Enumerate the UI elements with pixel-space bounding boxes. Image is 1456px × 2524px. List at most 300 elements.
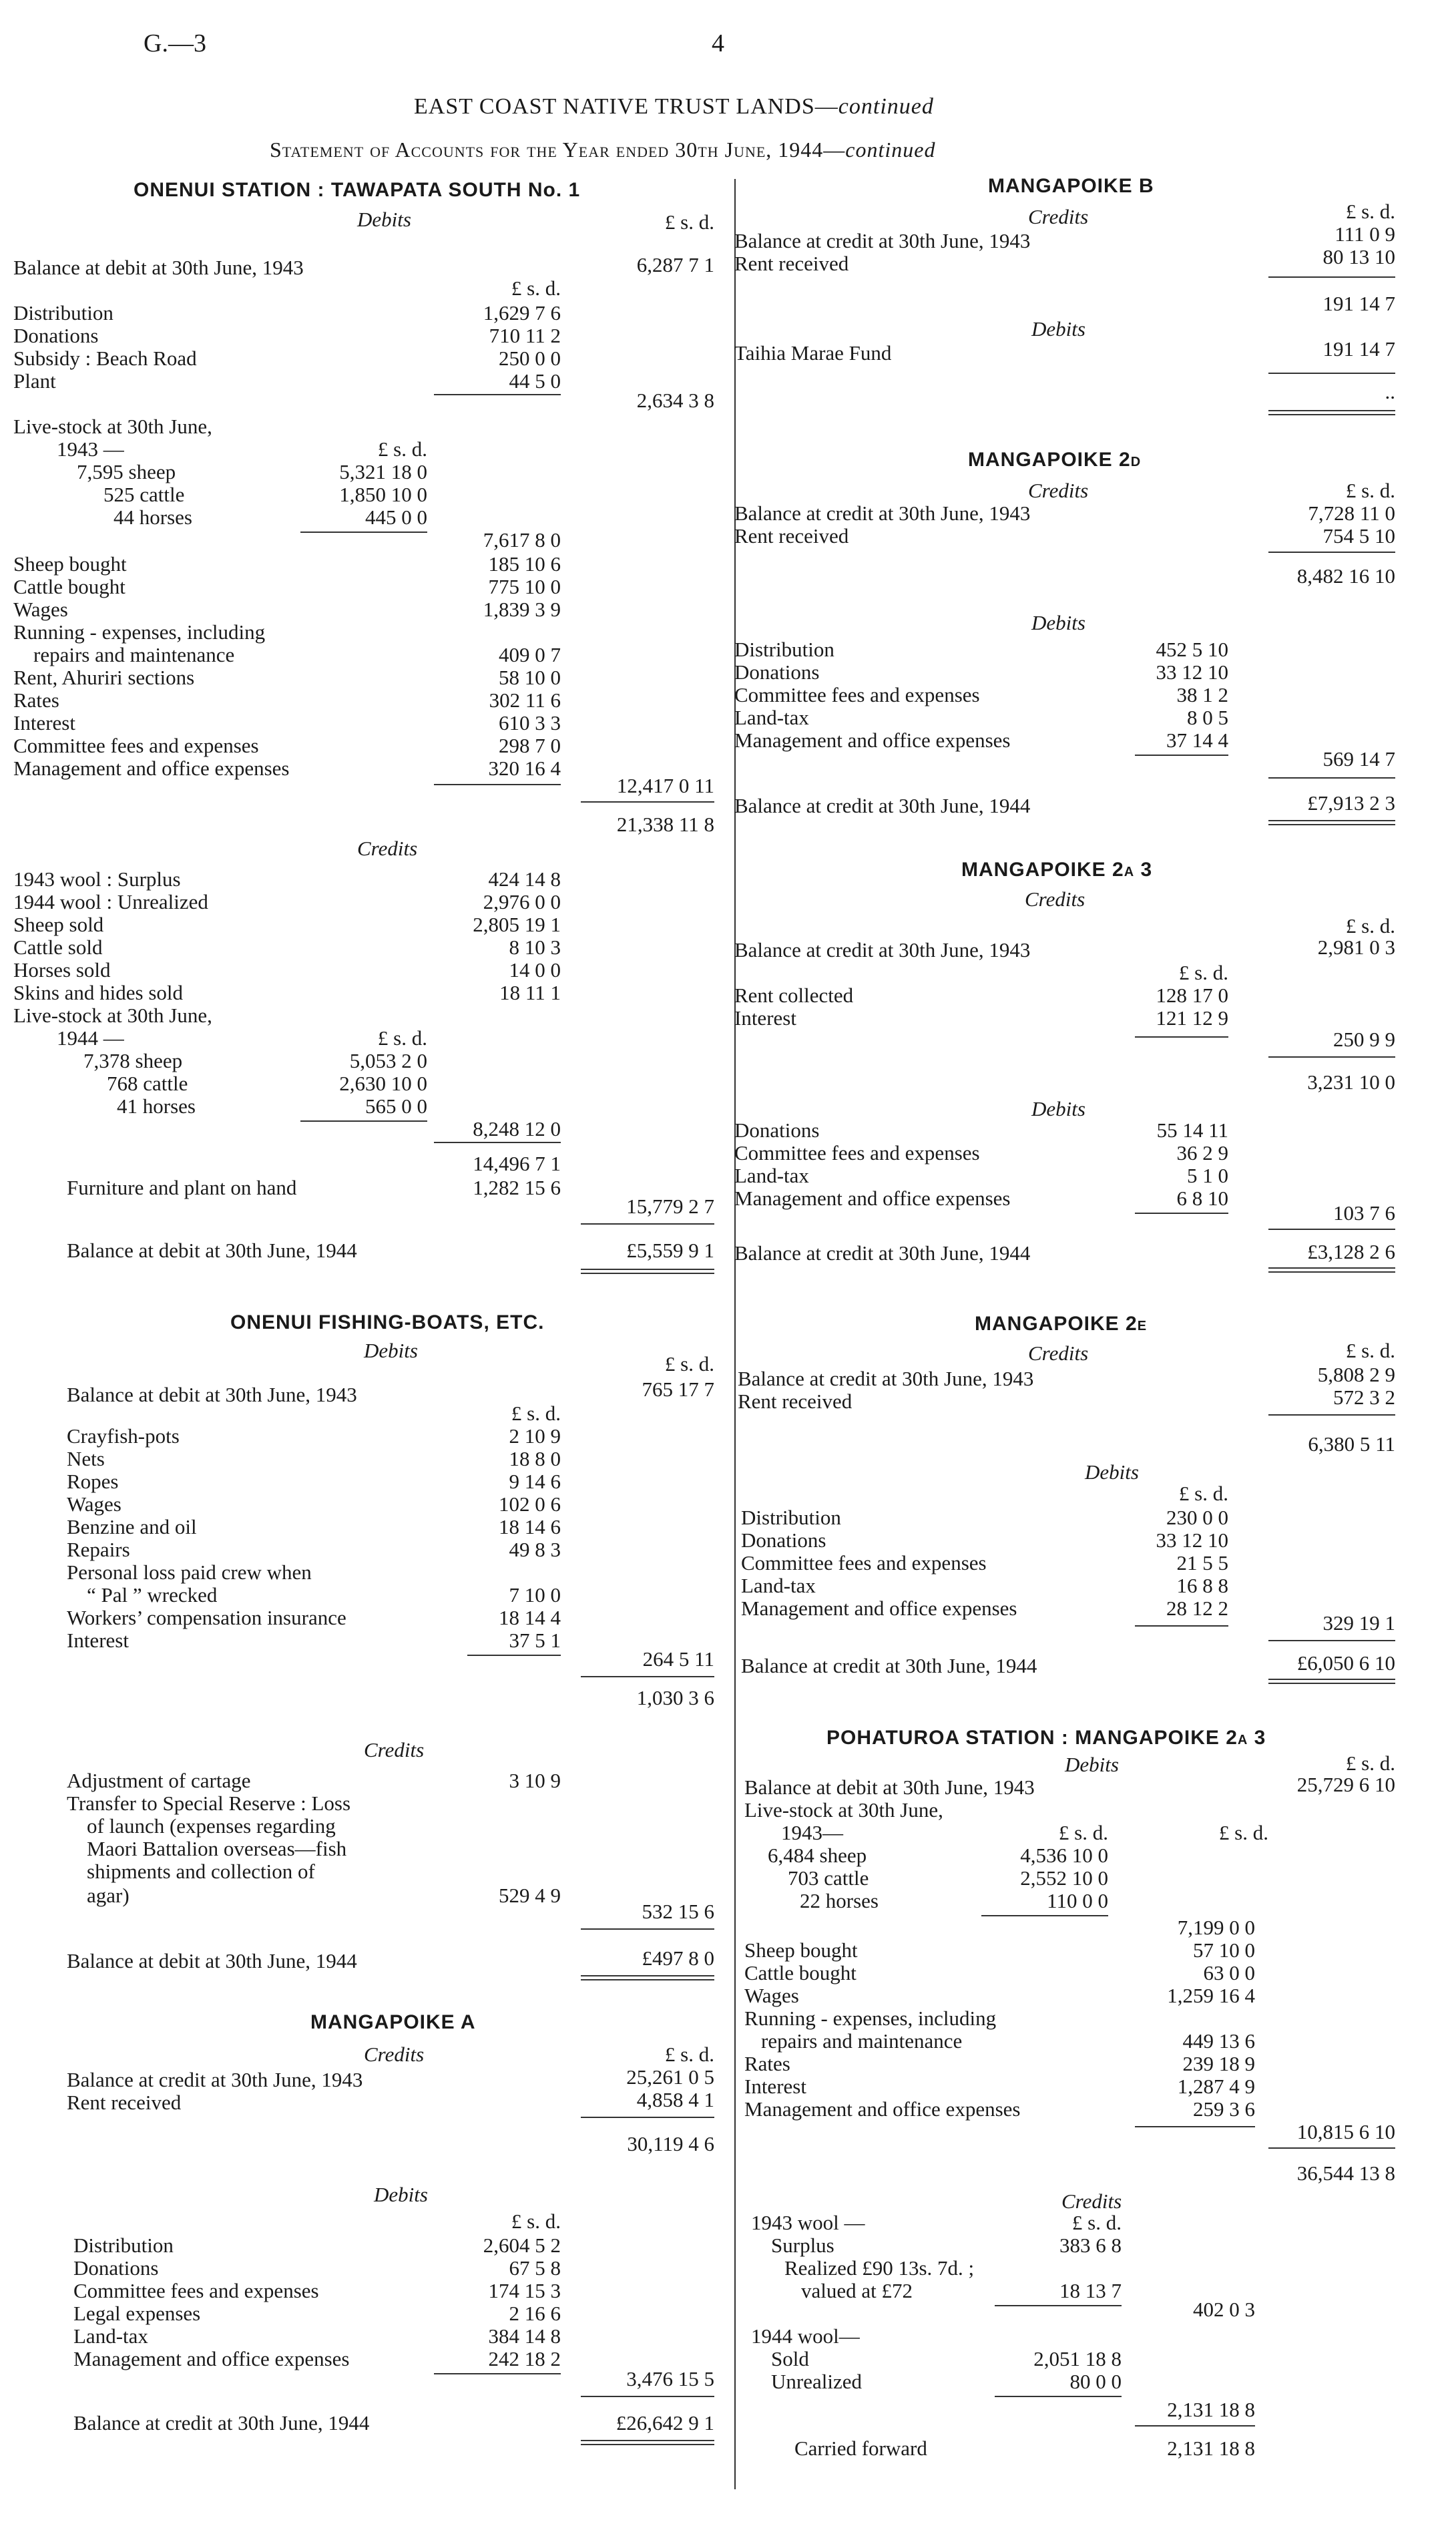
onenui-op-item-amount: 320 16 4 xyxy=(488,757,561,780)
mangapoike-2e-debit-item-label: Donations xyxy=(741,1528,826,1552)
mangapoike-2e-bal-credit-1944-label: Balance at credit at 30th June, 1944 xyxy=(741,1654,1037,1677)
mangapoike-a-debit-item-amount: 2,604 5 2 xyxy=(483,2234,561,2257)
page-title: EAST COAST NATIVE TRUST LANDS—continued xyxy=(414,94,934,119)
mangapoike-2e-debit-item-label: Distribution xyxy=(741,1506,841,1529)
mangapoike-a-debit-total: 3,476 15 5 xyxy=(626,2367,714,2390)
fishing-credit-item-label: of launch (expenses regarding xyxy=(87,1814,336,1838)
mangapoike-2e-debit-item-label: Committee fees and expenses xyxy=(741,1551,987,1574)
pohaturoa-wool-1944-amount: 80 0 0 xyxy=(1069,2370,1122,2393)
rule xyxy=(581,1269,714,1270)
mangapoike-2e-title: MANGAPOIKE 2E xyxy=(975,1313,1148,1335)
pohaturoa-debit-item-amount: 1,287 4 9 xyxy=(1177,2075,1255,2098)
lsd-heading: £ s. d. xyxy=(664,1352,714,1376)
fishing-credit-item-label: Adjustment of cartage xyxy=(67,1769,251,1792)
fishing-bal-debit-1944-label: Balance at debit at 30th June, 1944 xyxy=(67,1949,357,1972)
fishing-credit-item-amount: 529 4 9 xyxy=(499,1884,561,1907)
onenui-furniture-amount: 1,282 15 6 xyxy=(473,1176,561,1199)
rule xyxy=(995,2305,1122,2306)
onenui-op-item-label: Management and office expenses xyxy=(13,757,290,780)
pohaturoa-bal-debit-1943-amount: 25,729 6 10 xyxy=(1296,1773,1395,1796)
mangapoike-2a3-debit-item-label: Management and office expenses xyxy=(734,1187,1011,1210)
onenui-credit-item-label: Cattle sold xyxy=(13,935,103,959)
debits-heading: Debits xyxy=(1085,1460,1139,1484)
mangapoike-2e-debit-item-amount: 21 5 5 xyxy=(1176,1551,1228,1574)
mangapoike-a-credit-total: 30,119 4 6 xyxy=(627,2132,714,2155)
fishing-credit-total: 532 15 6 xyxy=(642,1900,714,1923)
lsd-heading: £ s. d. xyxy=(377,1026,427,1050)
rule xyxy=(581,2444,714,2445)
onenui-livestock-1944-item: 7,378 sheep xyxy=(83,1049,183,1072)
rule xyxy=(1135,1625,1228,1627)
mangapoike-a-debit-item-label: Management and office expenses xyxy=(73,2347,350,2370)
fishing-debit-subtotal: 264 5 11 xyxy=(642,1647,714,1671)
mangapoike-2d-debit-item-label: Distribution xyxy=(734,638,834,661)
onenui-op-item-label: Rent, Ahuriri sections xyxy=(13,666,195,689)
mangapoike-2d-debit-item-amount: 33 12 10 xyxy=(1156,660,1228,684)
rule xyxy=(1268,1679,1395,1680)
rule xyxy=(581,2440,714,2441)
pohaturoa-wool-1944-item: Unrealized xyxy=(771,2370,862,2393)
mangapoike-2d-debit-item-label: Land-tax xyxy=(734,706,809,729)
document-code: G.—3 xyxy=(144,29,206,57)
fishing-debit-item-label: “ Pal ” wrecked xyxy=(87,1583,218,1607)
pohaturoa-wool-1943-amount: 383 6 8 xyxy=(1059,2234,1122,2257)
mangapoike-a-debit-item-amount: 67 5 8 xyxy=(509,2256,561,2280)
fishing-debit-item-label: Personal loss paid crew when xyxy=(67,1560,312,1584)
fishing-credit-item-label: agar) xyxy=(87,1884,130,1907)
onenui-op-item-label: repairs and maintenance xyxy=(33,643,235,666)
mangapoike-2d-debit-item-amount: 452 5 10 xyxy=(1156,638,1228,661)
mangapoike-2d-credit-item-label: Balance at credit at 30th June, 1943 xyxy=(734,501,1031,525)
onenui-livestock-1943-item: 7,595 sheep xyxy=(77,460,176,483)
mangapoike-b-nil: .. xyxy=(1385,380,1395,403)
onenui-livestock-1943-amount: 445 0 0 xyxy=(365,505,427,529)
lsd-heading: £ s. d. xyxy=(664,210,714,234)
onenui-op-item-label: Wages xyxy=(13,598,68,621)
onenui-livestock-1944-amount: 5,053 2 0 xyxy=(349,1049,427,1072)
rule xyxy=(1268,1640,1395,1641)
rule xyxy=(1268,1229,1395,1230)
mangapoike-2d-bal-credit-1944-amount: £7,913 2 3 xyxy=(1307,791,1395,815)
mangapoike-b-credit-item-label: Rent received xyxy=(734,252,849,275)
mangapoike-2e-credit-item-label: Balance at credit at 30th June, 1943 xyxy=(738,1367,1034,1390)
onenui-debit-item-amount: 250 0 0 xyxy=(499,347,561,370)
credits-heading: Credits xyxy=(1061,2189,1122,2213)
rule xyxy=(434,2373,561,2374)
fishing-bal-debit-1943-amount: 765 17 7 xyxy=(642,1378,714,1401)
mangapoike-2a3-credit-item-amount: 128 17 0 xyxy=(1156,984,1228,1007)
fishing-debit-item-amount: 7 10 0 xyxy=(509,1583,561,1607)
onenui-credit-item-amount: 18 11 1 xyxy=(499,981,561,1004)
onenui-bal-debit-1943-amount: 6,287 7 1 xyxy=(636,253,714,276)
pohaturoa-debit-item-amount: 57 10 0 xyxy=(1193,1938,1255,1962)
rule xyxy=(1268,1056,1395,1058)
fishing-debit-item-label: Wages xyxy=(67,1492,122,1516)
debits-heading: Debits xyxy=(1065,1753,1119,1776)
mangapoike-a-bal-credit-1944-label: Balance at credit at 30th June, 1944 xyxy=(73,2411,370,2435)
lsd-heading: £ s. d. xyxy=(1345,479,1395,502)
mangapoike-a-debit-item-amount: 174 15 3 xyxy=(488,2279,561,2302)
pohaturoa-debit-item-label: Running - expenses, including xyxy=(744,2007,997,2030)
rule xyxy=(995,2396,1122,2397)
fishing-debit-item-label: Crayfish-pots xyxy=(67,1424,180,1448)
mangapoike-2d-title: MANGAPOIKE 2D xyxy=(968,449,1142,471)
debits-heading: Debits xyxy=(364,1339,418,1362)
lsd-heading: £ s. d. xyxy=(511,1402,561,1425)
onenui-bal-debit-1943-label: Balance at debit at 30th June, 1943 xyxy=(13,256,304,279)
pohaturoa-wool-1943-item: valued at £72 xyxy=(801,2279,913,2302)
mangapoike-2e-bal-credit-1944-amount: £6,050 6 10 xyxy=(1296,1651,1395,1675)
pohaturoa-livestock-label: 1943— xyxy=(781,1821,843,1844)
page-number: 4 xyxy=(712,29,724,57)
fishing-debit-item-label: Repairs xyxy=(67,1538,130,1561)
onenui-op-item-amount: 302 11 6 xyxy=(489,688,561,712)
onenui-debit-item-label: Subsidy : Beach Road xyxy=(13,347,197,370)
pohaturoa-livestock-label: Live-stock at 30th June, xyxy=(744,1798,943,1822)
pohaturoa-wool-1944-item: Sold xyxy=(771,2347,809,2370)
lsd-heading: £ s. d. xyxy=(1218,1821,1268,1844)
mangapoike-2e-debit-item-amount: 28 12 2 xyxy=(1166,1597,1228,1620)
pohaturoa-bal-debit-1943-label: Balance at debit at 30th June, 1943 xyxy=(744,1775,1035,1799)
onenui-credit-item-label: 1944 wool : Unrealized xyxy=(13,890,208,913)
onenui-bal-debit-1944-amount: £5,559 9 1 xyxy=(626,1239,714,1262)
onenui-livestock-1943-total: 7,617 8 0 xyxy=(483,528,561,552)
mangapoike-2d-debit-total: 569 14 7 xyxy=(1322,747,1395,771)
pohaturoa-livestock-amount: 110 0 0 xyxy=(1047,1889,1108,1912)
rule xyxy=(581,2396,714,2397)
mangapoike-2a3-debit-item-amount: 5 1 0 xyxy=(1187,1164,1228,1187)
fishing-bal-debit-1943-label: Balance at debit at 30th June, 1943 xyxy=(67,1383,357,1406)
debits-heading: Debits xyxy=(374,2183,428,2206)
mangapoike-2e-credit-item-amount: 572 3 2 xyxy=(1333,1386,1395,1409)
mangapoike-2d-credit-total: 8,482 16 10 xyxy=(1296,564,1395,588)
credits-heading: Credits xyxy=(357,837,418,860)
mangapoike-a-debit-item-label: Donations xyxy=(73,2256,159,2280)
onenui-bal-debit-1944-label: Balance at debit at 30th June, 1944 xyxy=(67,1239,357,1262)
rule xyxy=(467,1655,561,1656)
pohaturoa-livestock-item: 22 horses xyxy=(800,1889,879,1912)
mangapoike-a-bal-credit-1944-amount: £26,642 9 1 xyxy=(616,2411,714,2435)
onenui-credit-item-amount: 2,805 19 1 xyxy=(473,913,561,936)
lsd-heading: £ s. d. xyxy=(1345,1751,1395,1775)
mangapoike-2a3-debit-item-amount: 6 8 10 xyxy=(1176,1187,1228,1210)
onenui-livestock-1944-item: 768 cattle xyxy=(107,1072,188,1095)
rule xyxy=(1268,824,1395,825)
onenui-op-item-amount: 185 10 6 xyxy=(488,552,561,576)
pohaturoa-debit-item-amount: 259 3 6 xyxy=(1193,2097,1255,2121)
pohaturoa-wool-1943-total: 402 0 3 xyxy=(1193,2298,1255,2321)
lsd-heading: £ s. d. xyxy=(1345,1339,1395,1362)
rule xyxy=(434,1142,561,1143)
onenui-livestock-1943-amount: 5,321 18 0 xyxy=(339,460,427,483)
pohaturoa-wool-1943-amount: 18 13 7 xyxy=(1059,2279,1122,2302)
onenui-credit-item-amount: 424 14 8 xyxy=(488,867,561,891)
mangapoike-b-title: MANGAPOIKE B xyxy=(988,175,1154,197)
fishing-debit-item-label: Interest xyxy=(67,1629,129,1652)
onenui-livestock-1944-item: 41 horses xyxy=(117,1094,196,1118)
pohaturoa-wool-1943-item: Realized £90 13s. 7d. ; xyxy=(784,2256,975,2280)
mangapoike-2a3-credit-item-amount: 121 12 9 xyxy=(1156,1006,1228,1030)
pohaturoa-debit-item-label: Cattle bought xyxy=(744,1961,857,1984)
fishing-debit-item-amount: 102 0 6 xyxy=(499,1492,561,1516)
onenui-livestock-1943-label: 1943 — xyxy=(57,437,124,461)
fishing-credit-item-label: Maori Battalion overseas—fish xyxy=(87,1837,347,1860)
onenui-title: ONENUI STATION : TAWAPATA SOUTH No. 1 xyxy=(134,179,581,201)
mangapoike-b-credit-item-label: Balance at credit at 30th June, 1943 xyxy=(734,229,1031,252)
fishing-debit-item-amount: 37 5 1 xyxy=(509,1629,561,1652)
onenui-furniture-label: Furniture and plant on hand xyxy=(67,1176,297,1199)
fishing-debit-total: 1,030 3 6 xyxy=(636,1686,714,1709)
rule xyxy=(581,1223,714,1225)
debits-heading: Debits xyxy=(1031,611,1085,634)
page-subtitle: Statement of Accounts for the Year ended 30th June, 1944—continued xyxy=(270,138,936,162)
mangapoike-2a3-debit-item-label: Donations xyxy=(734,1118,820,1142)
onenui-credit-item-label: 1943 wool : Surplus xyxy=(13,867,181,891)
onenui-debit-item-amount: 710 11 2 xyxy=(489,324,561,347)
onenui-livestock-1943-amount: 1,850 10 0 xyxy=(339,483,427,506)
mangapoike-a-credit-item-label: Balance at credit at 30th June, 1943 xyxy=(67,2068,363,2091)
rule xyxy=(1268,410,1395,411)
onenui-livestock-1944-amount: 565 0 0 xyxy=(365,1094,427,1118)
mangapoike-2e-debit-item-amount: 230 0 0 xyxy=(1166,1506,1228,1529)
pohaturoa-debit-item-label: Sheep bought xyxy=(744,1938,858,1962)
onenui-op-item-amount: 409 0 7 xyxy=(499,643,561,666)
mangapoike-2a3-credit-total: 3,231 10 0 xyxy=(1307,1070,1395,1094)
mangapoike-a-debit-item-label: Distribution xyxy=(73,2234,174,2257)
mangapoike-2a3-debit-total: 103 7 6 xyxy=(1333,1201,1395,1225)
fishing-debit-item-amount: 49 8 3 xyxy=(509,1538,561,1561)
onenui-livestock-1944-label: Live-stock at 30th June, xyxy=(13,1004,212,1027)
mangapoike-a-credit-item-label: Rent received xyxy=(67,2091,182,2114)
onenui-debit-item-label: Donations xyxy=(13,324,99,347)
pohaturoa-livestock-amount: 4,536 10 0 xyxy=(1020,1844,1108,1867)
onenui-debit-item-label: Plant xyxy=(13,369,56,393)
onenui-credit-item-amount: 14 0 0 xyxy=(509,958,561,982)
pohaturoa-debit-item-amount: 449 13 6 xyxy=(1182,2029,1255,2053)
rule xyxy=(1135,1036,1228,1038)
credits-heading: Credits xyxy=(364,1738,425,1761)
mangapoike-2a3-debit-item-label: Land-tax xyxy=(734,1164,809,1187)
lsd-heading: £ s. d. xyxy=(664,2043,714,2066)
mangapoike-a-credit-item-amount: 25,261 0 5 xyxy=(626,2065,714,2089)
mangapoike-2a3-credit-item-label: Rent collected xyxy=(734,984,854,1007)
mangapoike-a-debit-item-amount: 384 14 8 xyxy=(488,2324,561,2348)
carried-forward-amount: 2,131 18 8 xyxy=(1167,2437,1255,2460)
onenui-debit-item-amount: 1,629 7 6 xyxy=(483,301,561,325)
onenui-op-item-label: Running - expenses, including xyxy=(13,620,266,644)
lsd-heading: £ s. d. xyxy=(511,276,561,300)
pohaturoa-debit-subtotal: 10,815 6 10 xyxy=(1296,2120,1395,2143)
mangapoike-2d-debit-item-label: Committee fees and expenses xyxy=(734,683,980,706)
pohaturoa-livestock-item: 703 cattle xyxy=(788,1866,869,1890)
pohaturoa-wool-1944-amount: 2,051 18 8 xyxy=(1033,2347,1122,2370)
pohaturoa-livestock-total: 7,199 0 0 xyxy=(1177,1916,1255,1939)
mangapoike-2a3-debit-item-amount: 36 2 9 xyxy=(1176,1141,1228,1165)
mangapoike-2e-debit-item-amount: 33 12 10 xyxy=(1156,1528,1228,1552)
fishing-debit-item-label: Workers’ compensation insurance xyxy=(67,1606,346,1629)
mangapoike-2d-credit-item-amount: 7,728 11 0 xyxy=(1308,501,1395,525)
lsd-heading: £ s. d. xyxy=(1071,2211,1122,2234)
onenui-op-item-label: Interest xyxy=(13,711,75,734)
pohaturoa-debit-item-label: Wages xyxy=(744,1984,799,2007)
mangapoike-a-debit-item-label: Committee fees and expenses xyxy=(73,2279,319,2302)
onenui-op-item-amount: 298 7 0 xyxy=(499,734,561,757)
fishing-debit-item-label: Nets xyxy=(67,1447,105,1470)
mangapoike-2d-debit-item-label: Donations xyxy=(734,660,820,684)
pohaturoa-debit-item-label: Interest xyxy=(744,2075,806,2098)
debits-heading: Debits xyxy=(357,208,411,231)
onenui-livestock-1944-label: 1944 — xyxy=(57,1026,124,1050)
rule xyxy=(581,1928,714,1930)
rule xyxy=(300,532,427,533)
rule xyxy=(581,1979,714,1980)
onenui-op-item-amount: 1,839 3 9 xyxy=(483,598,561,621)
lsd-heading: £ s. d. xyxy=(511,2210,561,2233)
mangapoike-2a3-debit-item-label: Committee fees and expenses xyxy=(734,1141,980,1165)
mangapoike-a-credit-item-amount: 4,858 4 1 xyxy=(636,2088,714,2111)
mangapoike-a-debit-item-label: Land-tax xyxy=(73,2324,148,2348)
fishing-debit-item-label: Benzine and oil xyxy=(67,1515,197,1538)
mangapoike-2a3-credit-subtotal: 250 9 9 xyxy=(1333,1028,1395,1051)
carried-forward-label: Carried forward xyxy=(794,2437,927,2460)
onenui-op-subtotal: 12,417 0 11 xyxy=(616,774,714,797)
pohaturoa-debit-item-label: Rates xyxy=(744,2052,790,2075)
mangapoike-2d-debit-item-amount: 37 14 4 xyxy=(1166,728,1228,752)
onenui-livestock-1944-amount: 2,630 10 0 xyxy=(339,1072,427,1095)
fishing-debit-item-label: Ropes xyxy=(67,1470,119,1493)
mangapoike-2d-bal-credit-1944-label: Balance at credit at 30th June, 1944 xyxy=(734,794,1031,817)
mangapoike-b-credit-item-amount: 80 13 10 xyxy=(1322,245,1395,268)
onenui-livestock-1943-item: 44 horses xyxy=(113,505,192,529)
mangapoike-2d-debit-item-label: Management and office expenses xyxy=(734,728,1011,752)
rule xyxy=(581,1273,714,1274)
mangapoike-2e-credit-item-label: Rent received xyxy=(738,1390,853,1413)
onenui-livestock-1943-item: 525 cattle xyxy=(103,483,185,506)
rule xyxy=(1135,755,1228,756)
rule xyxy=(300,1120,427,1122)
rule xyxy=(1268,373,1395,374)
rule xyxy=(1268,414,1395,415)
mangapoike-2e-debit-item-label: Land-tax xyxy=(741,1574,816,1597)
onenui-credit-running: 14,496 7 1 xyxy=(473,1152,561,1175)
rule xyxy=(1268,1683,1395,1684)
fishing-credit-item-label: Transfer to Special Reserve : Loss xyxy=(67,1792,351,1815)
rule xyxy=(581,1676,714,1677)
mangapoike-2a3-bal-credit-1944-label: Balance at credit at 30th June, 1944 xyxy=(734,1241,1031,1265)
onenui-credit-item-label: Horses sold xyxy=(13,958,111,982)
onenui-credit-total: 15,779 2 7 xyxy=(626,1195,714,1218)
mangapoike-b-credit-item-amount: 111 0 9 xyxy=(1334,222,1395,246)
pohaturoa-wool-1943-label: 1943 wool — xyxy=(751,2211,865,2234)
onenui-credit-item-amount: 8 10 3 xyxy=(509,935,561,959)
fishing-debit-item-amount: 18 8 0 xyxy=(509,1447,561,1470)
fishing-debit-item-amount: 9 14 6 xyxy=(509,1470,561,1493)
mangapoike-a-debit-item-label: Legal expenses xyxy=(73,2302,201,2325)
onenui-debit-total: 21,338 11 8 xyxy=(616,813,714,836)
credits-heading: Credits xyxy=(1025,887,1085,911)
rule xyxy=(1135,1213,1228,1214)
pohaturoa-debit-item-amount: 63 0 0 xyxy=(1203,1961,1255,1984)
mangapoike-2a3-bal-credit-1944-amount: £3,128 2 6 xyxy=(1307,1240,1395,1263)
credits-heading: Credits xyxy=(1028,479,1089,502)
mangapoike-a-debit-item-amount: 2 16 6 xyxy=(509,2302,561,2325)
rule xyxy=(434,394,561,395)
onenui-op-item-amount: 610 3 3 xyxy=(499,711,561,734)
fishing-bal-debit-1944-amount: £497 8 0 xyxy=(642,1946,714,1970)
onenui-debit-subtotal: 2,634 3 8 xyxy=(636,389,714,412)
rule xyxy=(1268,276,1395,278)
fishing-debit-item-amount: 18 14 4 xyxy=(499,1606,561,1629)
onenui-debit-item-amount: 44 5 0 xyxy=(509,369,561,393)
onenui-livestock-1943-label: Live-stock at 30th June, xyxy=(13,415,212,438)
mangapoike-2e-debit-total: 329 19 1 xyxy=(1322,1611,1395,1635)
debits-heading: Debits xyxy=(1031,1097,1085,1120)
rule xyxy=(1135,2126,1255,2127)
rule xyxy=(581,1975,714,1976)
pohaturoa-livestock-item: 6,484 sheep xyxy=(768,1844,867,1867)
pohaturoa-wool-1944-label: 1944 wool— xyxy=(751,2324,860,2348)
rule xyxy=(1268,1271,1395,1273)
mangapoike-2e-credit-item-amount: 5,808 2 9 xyxy=(1317,1363,1395,1386)
onenui-op-item-label: Cattle bought xyxy=(13,575,126,598)
lsd-heading: £ s. d. xyxy=(1345,914,1395,937)
mangapoike-a-debit-item-amount: 242 18 2 xyxy=(488,2347,561,2370)
rule xyxy=(434,784,561,785)
mangapoike-a-title: MANGAPOIKE A xyxy=(310,2011,476,2033)
onenui-debit-item-label: Distribution xyxy=(13,301,113,325)
mangapoike-2d-debit-item-amount: 38 1 2 xyxy=(1176,683,1228,706)
fishing-debit-item-amount: 18 14 6 xyxy=(499,1515,561,1538)
rule xyxy=(1268,1267,1395,1269)
pohaturoa-debit-item-label: repairs and maintenance xyxy=(761,2029,963,2053)
rule xyxy=(1268,1414,1395,1416)
credits-heading: Credits xyxy=(1028,205,1089,228)
pohaturoa-wool-1944-total: 2,131 18 8 xyxy=(1167,2398,1255,2421)
onenui-credit-item-amount: 2,976 0 0 xyxy=(483,890,561,913)
mangapoike-b-debit-item-amount: 191 14 7 xyxy=(1322,337,1395,361)
pohaturoa-wool-1943-item: Surplus xyxy=(771,2234,834,2257)
onenui-livestock-1944-total: 8,248 12 0 xyxy=(473,1117,561,1140)
rule xyxy=(1268,2147,1395,2149)
onenui-credit-item-label: Sheep sold xyxy=(13,913,104,936)
mangapoike-2a3-title: MANGAPOIKE 2A 3 xyxy=(961,859,1153,881)
lsd-heading: £ s. d. xyxy=(1178,961,1228,984)
rule xyxy=(581,801,714,803)
credits-heading: Credits xyxy=(364,2043,425,2066)
onenui-credit-item-label: Skins and hides sold xyxy=(13,981,184,1004)
onenui-op-item-amount: 58 10 0 xyxy=(499,666,561,689)
mangapoike-b-credit-total: 191 14 7 xyxy=(1322,292,1395,315)
lsd-heading: £ s. d. xyxy=(377,437,427,461)
onenui-op-item-amount: 775 10 0 xyxy=(488,575,561,598)
mangapoike-b-debit-item-label: Taihia Marae Fund xyxy=(734,341,892,365)
onenui-op-item-label: Sheep bought xyxy=(13,552,127,576)
fishing-credit-item-label: shipments and collection of xyxy=(87,1860,315,1883)
mangapoike-2a3-bal-credit-1943-amount: 2,981 0 3 xyxy=(1317,935,1395,959)
rule xyxy=(1268,552,1395,553)
lsd-heading: £ s. d. xyxy=(1178,1482,1228,1505)
pohaturoa-livestock-amount: 2,552 10 0 xyxy=(1020,1866,1108,1890)
mangapoike-2e-debit-item-amount: 16 8 8 xyxy=(1176,1574,1228,1597)
mangapoike-2a3-credit-item-label: Interest xyxy=(734,1006,796,1030)
pohaturoa-debit-total: 36,544 13 8 xyxy=(1296,2161,1395,2185)
rule xyxy=(1135,2425,1255,2427)
fishing-debit-item-amount: 2 10 9 xyxy=(509,1424,561,1448)
pohaturoa-debit-item-label: Management and office expenses xyxy=(744,2097,1021,2121)
mangapoike-2a3-debit-item-amount: 55 14 11 xyxy=(1156,1118,1228,1142)
rule xyxy=(1268,777,1395,779)
pohaturoa-debit-item-amount: 1,259 16 4 xyxy=(1167,1984,1255,2007)
